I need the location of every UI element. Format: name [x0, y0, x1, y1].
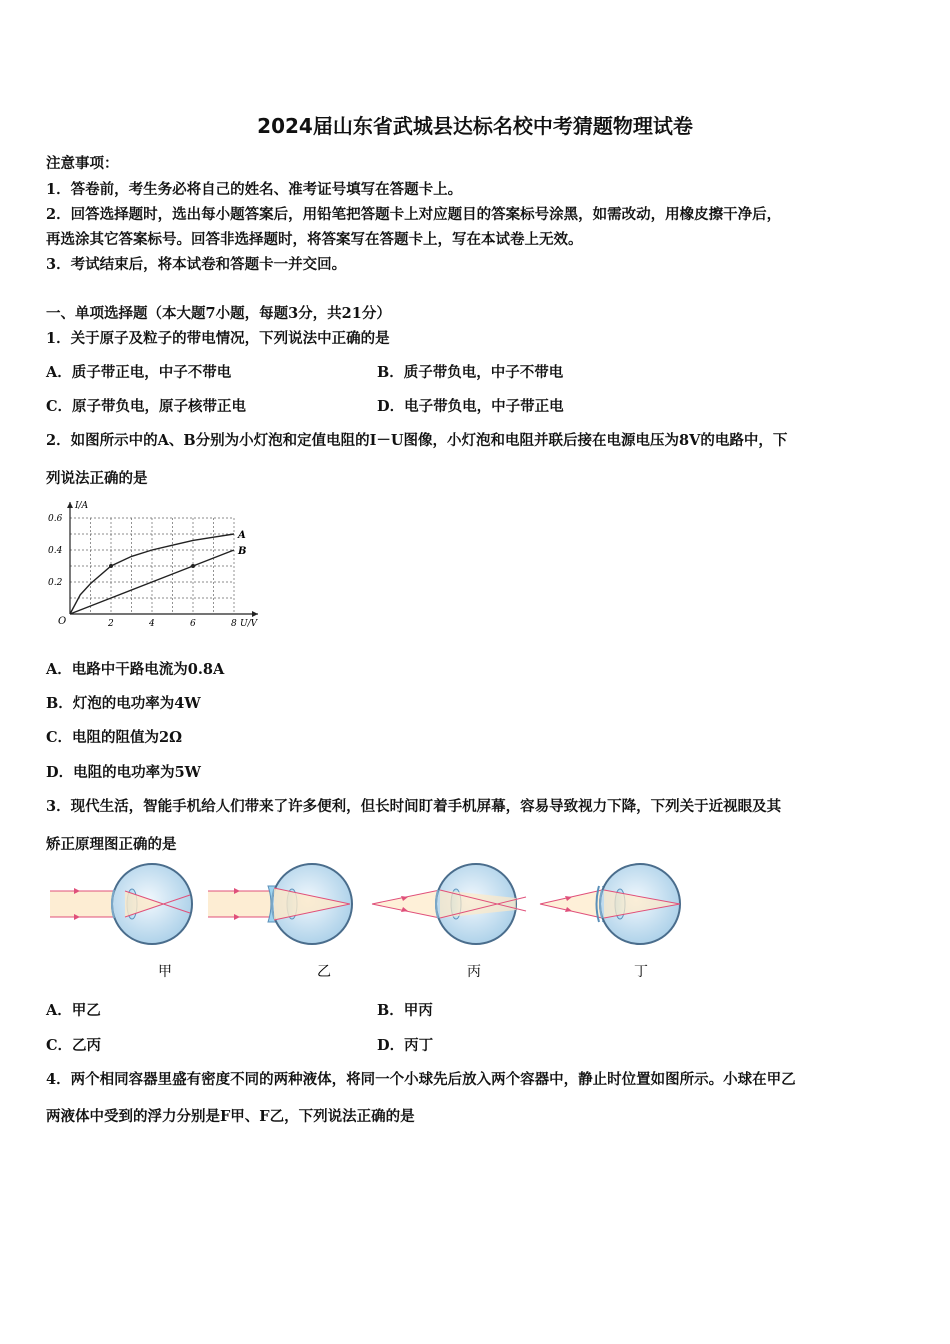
notice-item-2-cont: 再选涂其它答案标号。回答非选择题时，将答案写在答题卡上，写在本试卷上无效。	[46, 231, 583, 248]
eye-label-jia: 甲	[158, 964, 172, 980]
q2-stem-line1: 2．如图所示中的A、B分别为小灯泡和定值电阻的I－U图像，小灯泡和电阻并联后接在电源电压为8V的电路中，下	[46, 432, 788, 449]
q2-stem-line2: 列说法正确的是	[46, 470, 148, 487]
y-axis-arrow	[67, 502, 73, 508]
y-axis-label: I/A	[75, 501, 89, 511]
eye-diagram-bing	[372, 864, 526, 944]
q3-option-a: A．甲乙	[46, 1002, 101, 1019]
eye-diagram-jia	[50, 864, 192, 944]
eye-label-yi: 乙	[317, 964, 331, 980]
y-tick-label: 0.6	[48, 514, 63, 524]
x-axis-arrow	[252, 611, 258, 617]
q3-option-c: C．乙丙	[46, 1037, 102, 1054]
q2-option-c: C．电阻的阻值为2Ω	[46, 729, 183, 746]
x-tick-label: 6	[190, 619, 196, 629]
q2-option-b: B．灯泡的电功率为4W	[46, 695, 201, 712]
q4-stem-line2: 两液体中受到的浮力分别是F甲、F乙，下列说法正确的是	[46, 1108, 415, 1125]
section-heading: 一、单项选择题（本大题7小题，每题3分，共21分）	[46, 305, 391, 322]
notice-item-2: 2．回答选择题时，选出每小题答案后，用铅笔把答题卡上对应题目的答案标号涂黑，如需改动，用橡皮擦干净后，	[46, 206, 782, 223]
q1-option-d: D．电子带负电，中子带正电	[377, 398, 564, 415]
series-label-a: A	[238, 530, 246, 541]
q2-option-d: D．电阻的电功率为5W	[46, 764, 201, 781]
iu-chart	[44, 496, 270, 636]
eye-diagrams	[40, 860, 700, 985]
x-tick-label: 8	[231, 619, 237, 629]
q3-stem-line1: 3．现代生活，智能手机给人们带来了许多便利，但长时间盯着手机屏幕，容易导致视力下降，下列关于近视眼及其	[46, 798, 782, 815]
data-point	[191, 564, 195, 568]
series-label-b: B	[238, 546, 247, 557]
y-tick-label: 0.2	[48, 578, 63, 588]
eye-label-bing: 丙	[467, 964, 481, 980]
eye-label-ding: 丁	[634, 964, 648, 980]
q2-option-a: A．电路中干路电流为0.8A	[46, 661, 225, 678]
origin-label: O	[58, 616, 67, 627]
eye-diagram-ding	[540, 864, 680, 944]
q1-option-c: C．原子带负电，原子核带正电	[46, 398, 247, 415]
q4-stem-line1: 4．两个相同容器里盛有密度不同的两种液体，将同一个小球先后放入两个容器中，静止时位置如图所示。小球在甲乙	[46, 1071, 796, 1088]
page-title: 2024届山东省武城县达标名校中考猜题物理试卷	[257, 114, 693, 138]
q3-option-b: B．甲丙	[377, 1002, 433, 1019]
q3-stem-line2: 矫正原理图正确的是	[46, 836, 177, 853]
x-tick-label: 2	[108, 619, 114, 629]
notice-item-3: 3．考试结束后，将本试卷和答题卡一并交回。	[46, 256, 347, 273]
notice-heading: 注意事项：	[46, 155, 119, 172]
q1-stem: 1．关于原子及粒子的带电情况，下列说法中正确的是	[46, 330, 390, 347]
q1-option-a: A．质子带正电，中子不带电	[46, 364, 232, 381]
x-tick-label: 4	[149, 619, 155, 629]
eye-diagram-yi	[208, 864, 352, 944]
q3-option-d: D．丙丁	[377, 1037, 434, 1054]
y-tick-label: 0.4	[48, 546, 63, 556]
x-axis-label: U/V	[240, 619, 258, 629]
q1-option-b: B．质子带负电，中子不带电	[377, 364, 564, 381]
data-point	[109, 564, 113, 568]
notice-item-1: 1．答卷前，考生务必将自己的姓名、准考证号填写在答题卡上。	[46, 181, 463, 198]
